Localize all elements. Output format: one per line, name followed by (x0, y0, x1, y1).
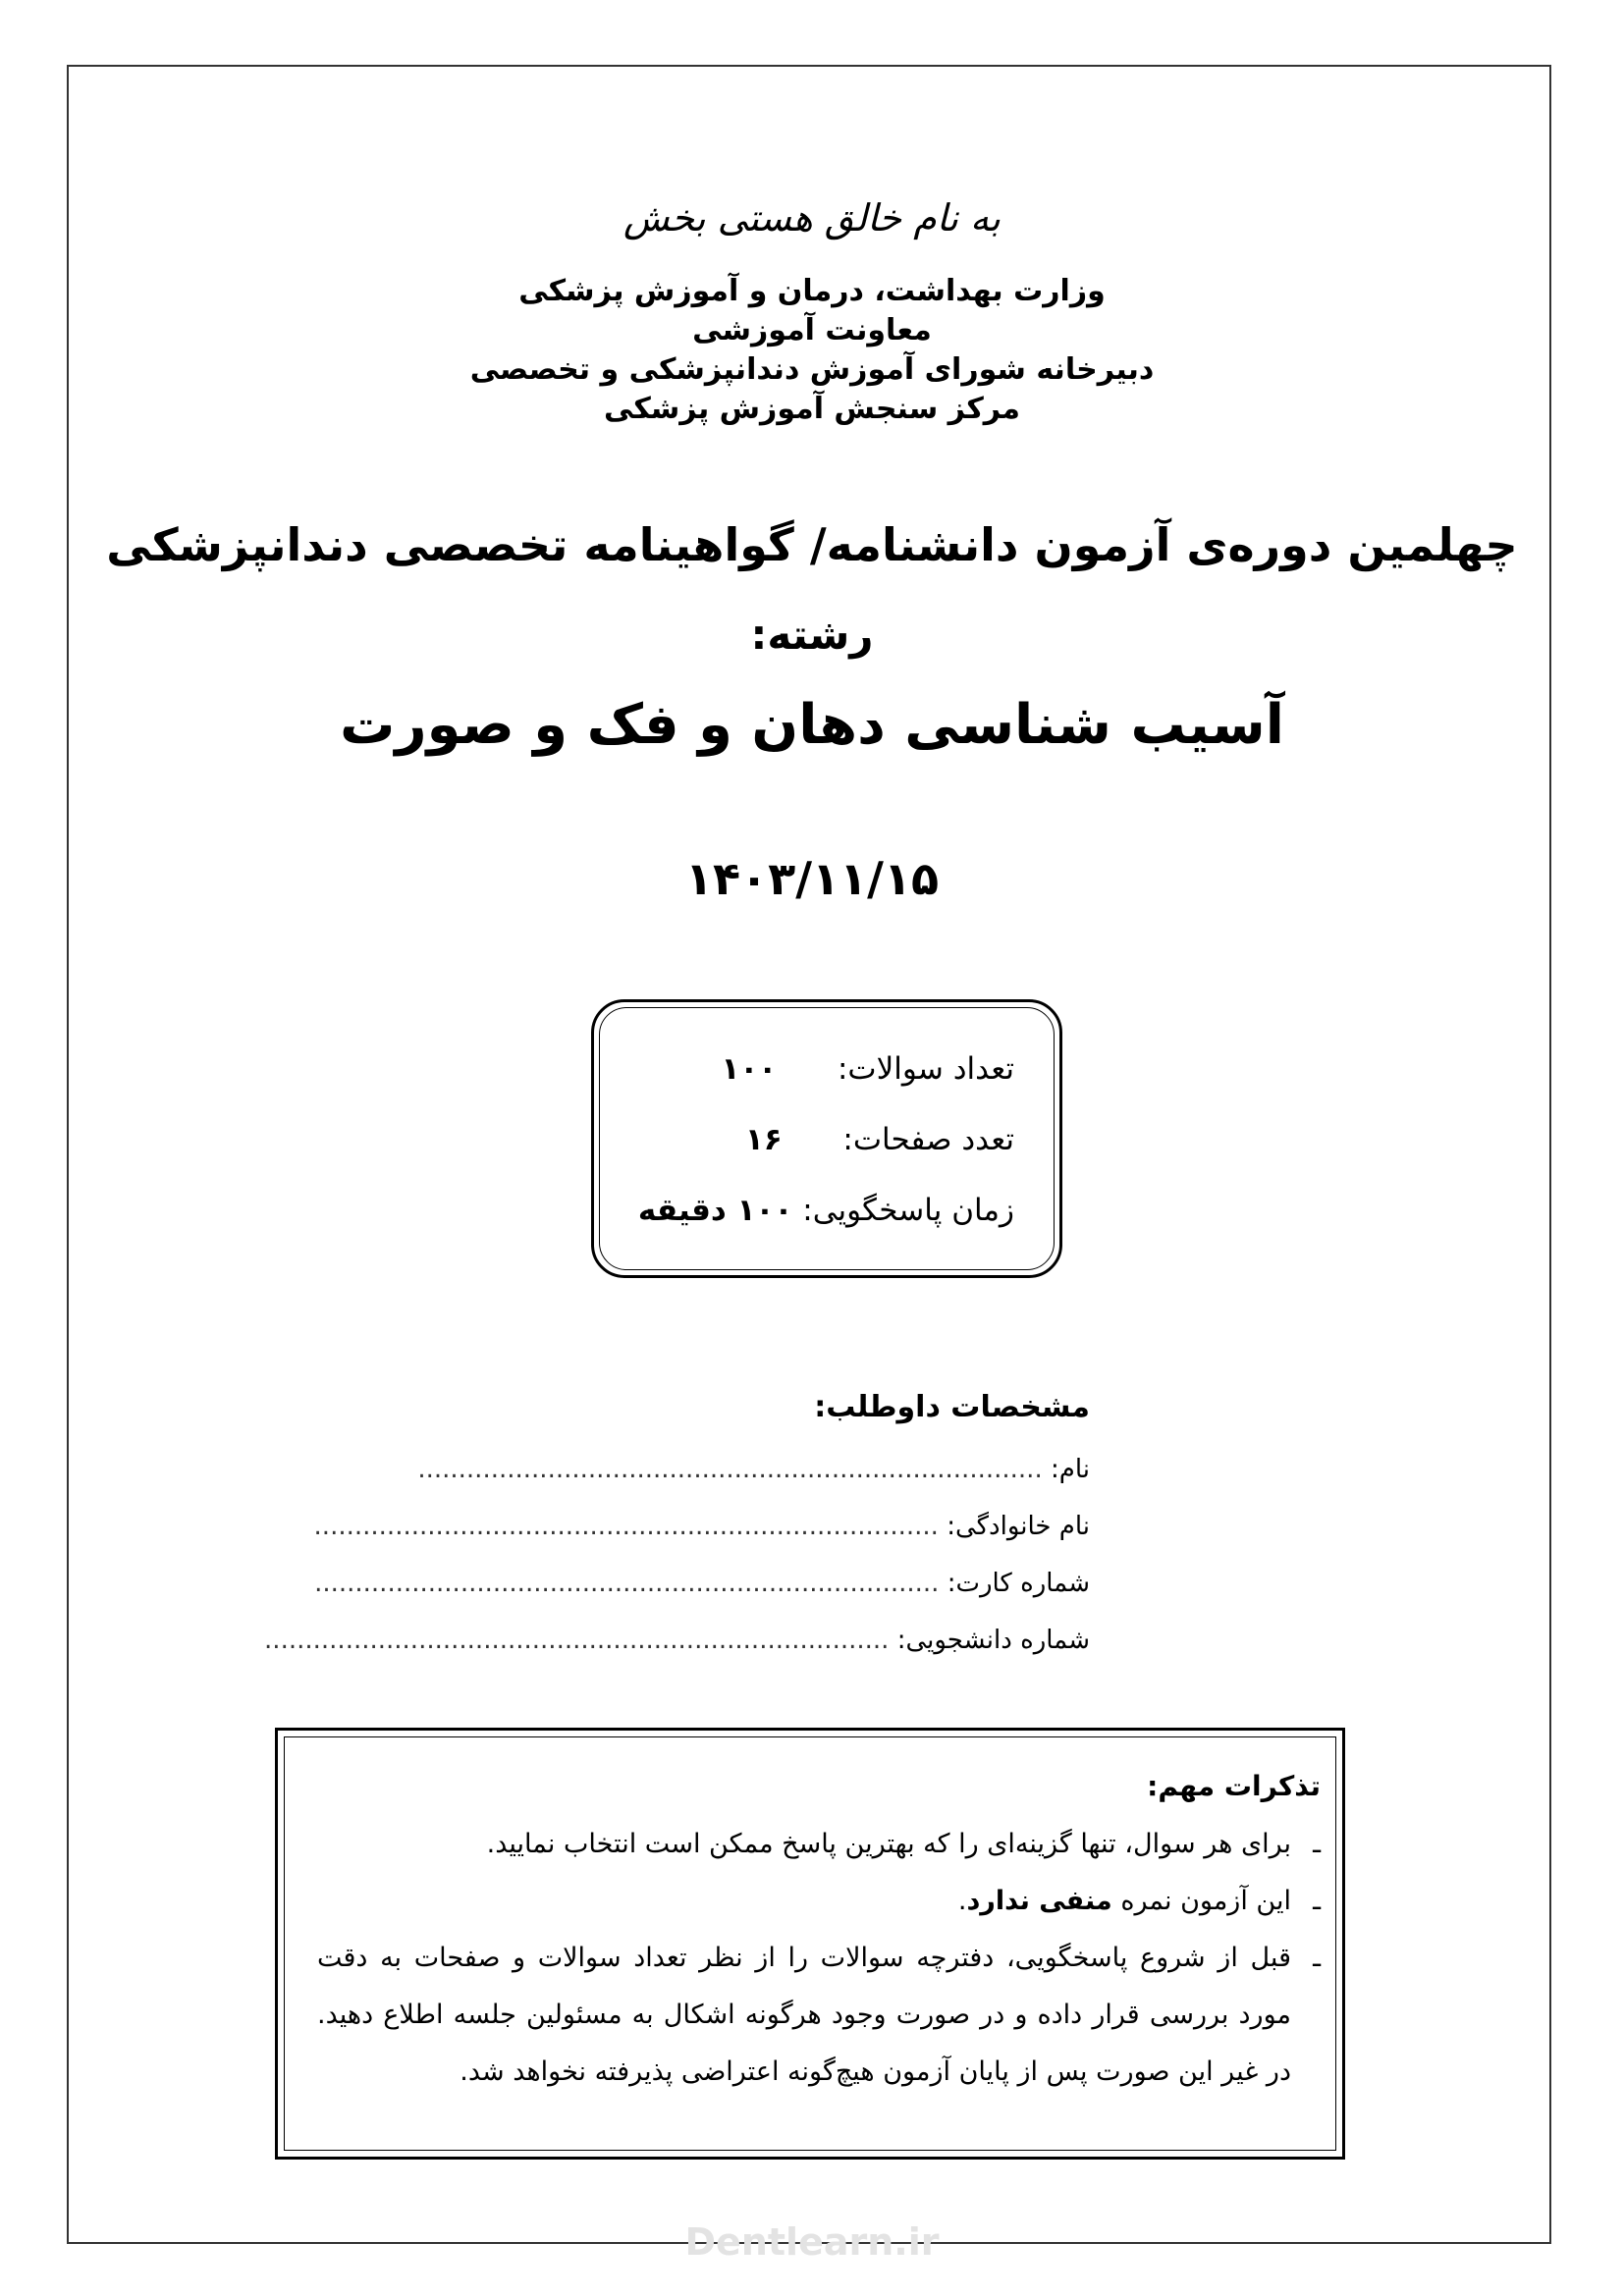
candidate-card-number-row[interactable]: شماره کارت: ............................................................................. (314, 1569, 1090, 1598)
last-name-label: نام خانوادگی: (947, 1512, 1090, 1541)
candidate-first-name-row[interactable]: نام: ............................................................................. (417, 1455, 1090, 1484)
exam-info-box (591, 999, 1062, 1278)
student-number-label: شماره دانشجویی: (896, 1626, 1090, 1655)
note-item-2-suffix: . (957, 1886, 967, 1916)
questions-count-label: تعداد سوالات: (837, 1051, 1014, 1087)
questions-count-row (721, 1051, 1014, 1087)
assessment-center-line: مرکز سنجش آموزش پزشکی (603, 392, 1020, 426)
watermark: Dentlearn.ir (684, 2220, 940, 2264)
secretariat-line: دبیرخانه شورای آموزش دندانپزشکی و تخصصی (469, 352, 1155, 387)
first-name-label: نام: (1050, 1455, 1090, 1484)
pages-count-row (745, 1122, 1014, 1157)
pages-count-label: تعدد صفحات: (842, 1122, 1014, 1157)
answer-time-value: ۱۰۰ دقیقه (637, 1193, 793, 1228)
deputy-line: معاونت آموزشی (692, 313, 932, 347)
field-name: آسیب شناسی دهان و فک و صورت (340, 693, 1284, 757)
note-item-2-prefix: این آزمون نمره (1111, 1886, 1291, 1916)
answer-time-label: زمان پاسخگویی: (802, 1193, 1014, 1228)
field-label: رشته: (750, 611, 874, 659)
card-number-label: شماره کارت: (947, 1569, 1090, 1598)
notes-title: تذکرات مهم: (1147, 1770, 1321, 1802)
pages-count-value: ۱۶ (744, 1122, 783, 1157)
candidate-student-number-row[interactable]: شماره دانشجویی: ............................................................................. (264, 1626, 1090, 1655)
basmala-text: به نام خالق هستی بخش (623, 196, 1001, 240)
candidate-last-name-row[interactable]: نام خانوادگی: ............................................................................. (313, 1512, 1090, 1541)
exam-title: چهلمین دوره‌ی آزمون دانشنامه/ گواهینامه تخصصی دندانپزشکی (106, 518, 1518, 571)
ministry-line: وزارت بهداشت، درمان و آموزش پزشکی (518, 274, 1106, 308)
notes-list (317, 1816, 1321, 2101)
exam-date: ۱۴۰۳/۱۱/۱۵ (684, 852, 940, 905)
note-item (317, 1930, 1321, 2101)
candidate-section-title: مشخصات داوطلب: (814, 1390, 1090, 1424)
note-item-2-bold: منفی ندارد (966, 1886, 1112, 1916)
note-item-1-text: برای هر سوال، تنها گزینه‌ای را که بهترین پاسخ ممکن است انتخاب نمایید. (486, 1829, 1291, 1859)
answer-time-row (638, 1193, 1014, 1228)
note-item (317, 1816, 1321, 1873)
note-item (317, 1873, 1321, 1930)
important-notes-box (275, 1728, 1345, 2160)
note-item-3-text: قبل از شروع پاسخگویی، دفترچه سوالات را از نظر تعداد سوالات و صفحات به دقت مورد بررسی قرار داده و در صورت وجود هرگونه اشکال به مسئولین جلسه اطلاع دهید. در غیر این صورت پس از پایان آزمون هیچ‌گونه اعتراضی پذیرفته نخواهد شد. (317, 1943, 1291, 2087)
questions-count-value: ۱۰۰ (721, 1051, 778, 1087)
